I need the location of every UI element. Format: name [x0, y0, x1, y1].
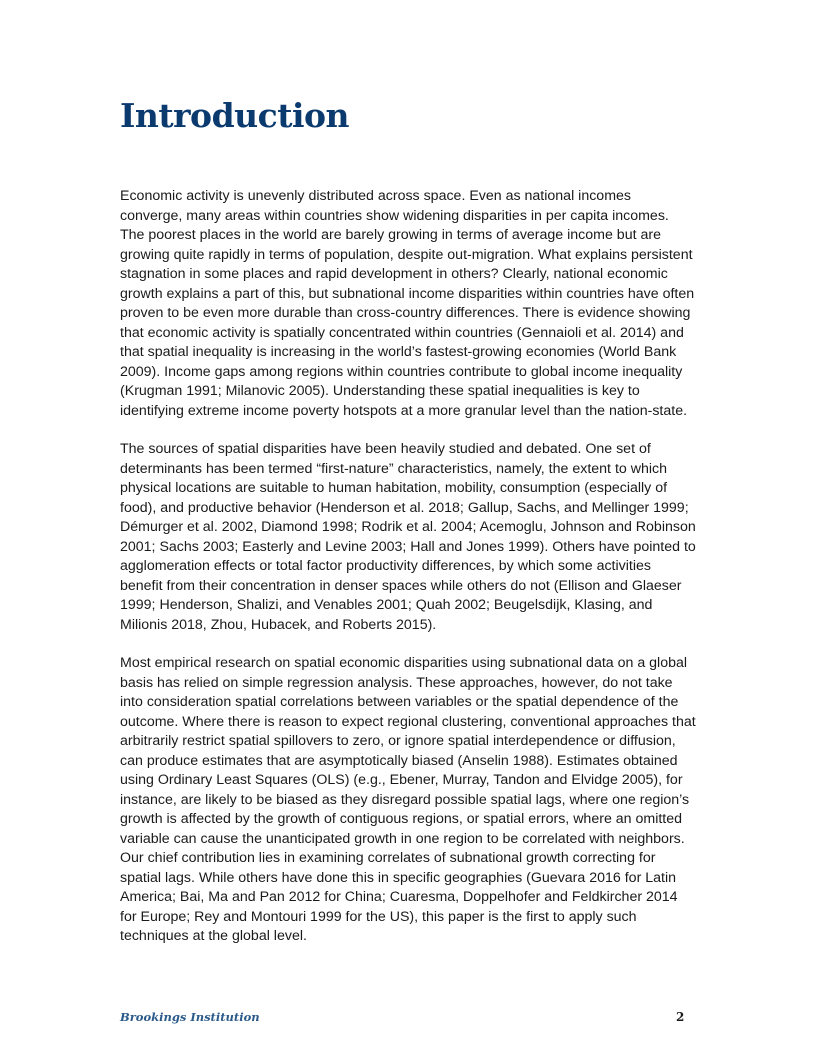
paragraph-intro-3: Most empirical research on spatial economic disparities using subnational data on a global basis has relied on simple regression analysis. These approaches, however, do not take into consideration spatial correlations between variables or the spatial dependence of the outcome. Where there is reason to expect regional clustering, conventional approaches that arbitrarily restrict spatial spillovers to zero, or ignore spatial interdependence or diffusion, can produce estimates that are asymptotically biased (Anselin 1988). Estimates obtained using Ordinary Least Squares (OLS) (e.g., Ebener, Murray, Tandon and Elvidge 2005), for instance, are likely to be biased as they disregard possible spatial lags, where one region’s growth is affected by the growth of contiguous regions, or spatial errors, where an omitted variable can cause the unanticipated growth in one region to be correlated with neighbors. Our chief contribution lies in examining correlates of subnational growth correcting for spatial lags. While others have done this in specific geographies (Guevara 2016 for Latin America; Bai, Ma and Pan 2012 for China; Cuaresma, Doppelhofer and Feldkircher 2014 for Europe; Rey and Montouri 1999 for the US), this paper is the first to apply such techniques at the global level.: [120, 655, 696, 944]
footer-organization: Brookings Institution: [120, 1010, 260, 1024]
page-title: Introduction: [120, 96, 350, 135]
body-text: [120, 187, 696, 966]
paragraph-intro-2: The sources of spatial disparities have been heavily studied and debated. One set of determinants has been termed “first-nature” characteristics, namely, the extent to which physical locations are suitable to human habitation, mobility, consumption (especially of food), and productive behavior (Henderson et al. 2018; Gallup, Sachs, and Mellinger 1999; Démurger et al. 2002, Diamond 1998; Rodrik et al. 2004; Acemoglu, Johnson and Robinson 2001; Sachs 2003; Easterly and Levine 2003; Hall and Jones 1999). Others have pointed to agglomeration effects or total factor productivity differences, by which some activities benefit from their concentration in denser spaces while others do not (Ellison and Glaeser 1999; Henderson, Shalizi, and Venables 2001; Quah 2002; Beugelsdijk, Klasing, and Milionis 2018, Zhou, Hubacek, and Roberts 2015).: [120, 441, 696, 633]
paragraph-intro-1: Economic activity is unevenly distributed across space. Even as national incomes converge, many areas within countries show widening disparities in per capita incomes. The poorest places in the world are barely growing in terms of average income but are growing quite rapidly in terms of population, despite out-migration. What explains persistent stagnation in some places and rapid development in others? Clearly, national economic growth explains a part of this, but subnational income disparities within countries have often proven to be even more durable than cross-country differences. There is evidence showing that economic activity is spatially concentrated within countries (Gennaioli et al. 2014) and that spatial inequality is increasing in the world’s fastest-growing economies (World Bank 2009). Income gaps among regions within countries contribute to global income inequality (Krugman 1991; Milanovic 2005). Understanding these spatial inequalities is key to identifying extreme income poverty hotspots at a more granular level than the nation-state.: [120, 188, 695, 419]
page-number: 2: [676, 1010, 685, 1024]
